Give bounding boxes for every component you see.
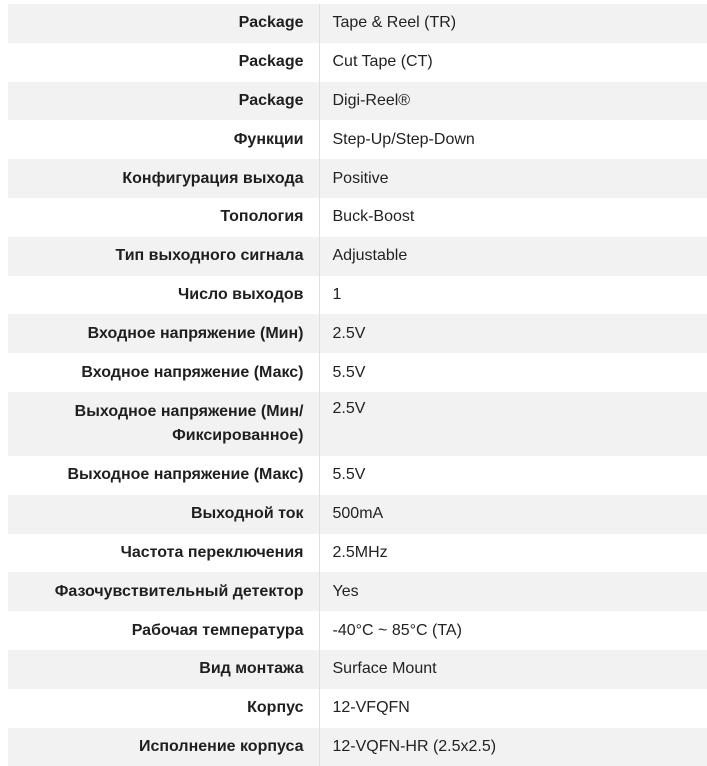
- table-row: [8, 198, 707, 237]
- spec-label: Число выходов: [8, 276, 319, 315]
- spec-value: Surface Mount: [332, 660, 437, 678]
- table-row: [8, 534, 707, 573]
- spec-table: [8, 4, 707, 766]
- table-row: [8, 43, 707, 82]
- spec-label: Входное напряжение (Макс): [8, 353, 319, 392]
- spec-label: Выходное напряжение (Мин/Фиксированное): [8, 392, 319, 456]
- table-row: [8, 159, 707, 198]
- spec-value: 12-VFQFN: [332, 699, 410, 717]
- spec-label: Рабочая температура: [8, 611, 319, 650]
- spec-value: Yes: [332, 582, 359, 600]
- spec-value: 500mA: [332, 505, 384, 523]
- spec-label: Тип выходного сигнала: [8, 237, 319, 276]
- spec-value: Adjustable: [332, 247, 408, 265]
- spec-value: Positive: [332, 169, 389, 187]
- spec-label: Топология: [8, 198, 319, 237]
- spec-label: Частота переключения: [8, 534, 319, 573]
- table-row: [8, 456, 707, 495]
- spec-label: Выходное напряжение (Макс): [8, 456, 319, 495]
- table-row: [8, 495, 707, 534]
- spec-label: Входное напряжение (Мин): [8, 314, 319, 353]
- spec-value: Step-Up/Step-Down: [332, 130, 475, 148]
- spec-value: 2.5V: [332, 324, 366, 342]
- spec-value: 5.5V: [332, 466, 366, 484]
- spec-value: 1: [332, 285, 342, 303]
- spec-label: Package: [8, 4, 319, 43]
- spec-label: Вид монтажа: [8, 650, 319, 689]
- table-row: [8, 237, 707, 276]
- table-row: [8, 572, 707, 611]
- spec-value: 2.5MHz: [332, 543, 388, 561]
- table-row: [8, 353, 707, 392]
- spec-value: 5.5V: [332, 363, 366, 381]
- spec-label: Функции: [8, 120, 319, 159]
- table-row: [8, 276, 707, 315]
- table-row: [8, 4, 707, 43]
- spec-label: Package: [8, 82, 319, 121]
- table-row: [8, 650, 707, 689]
- table-row: [8, 82, 707, 121]
- spec-value: -40°C ~ 85°C (TA): [332, 621, 462, 639]
- spec-value: 12-VQFN-HR (2.5x2.5): [332, 737, 497, 755]
- table-row: [8, 728, 707, 766]
- spec-label: Исполнение корпуса: [8, 728, 319, 766]
- spec-value: Tape & Reel (TR): [332, 14, 457, 32]
- spec-value: Buck-Boost: [332, 208, 415, 226]
- table-row: [8, 392, 707, 456]
- spec-label: Фазочувствительный детектор: [8, 572, 319, 611]
- spec-label: Корпус: [8, 689, 319, 728]
- table-row: [8, 314, 707, 353]
- spec-label: Конфигурация выхода: [8, 159, 319, 198]
- spec-label: Package: [8, 43, 319, 82]
- spec-value: Cut Tape (CT): [332, 53, 433, 71]
- spec-label: Выходной ток: [8, 495, 319, 534]
- spec-value: Digi-Reel®: [332, 91, 411, 109]
- table-row: [8, 120, 707, 159]
- table-row: [8, 611, 707, 650]
- table-row: [8, 689, 707, 728]
- spec-value: 2.5V: [332, 399, 366, 417]
